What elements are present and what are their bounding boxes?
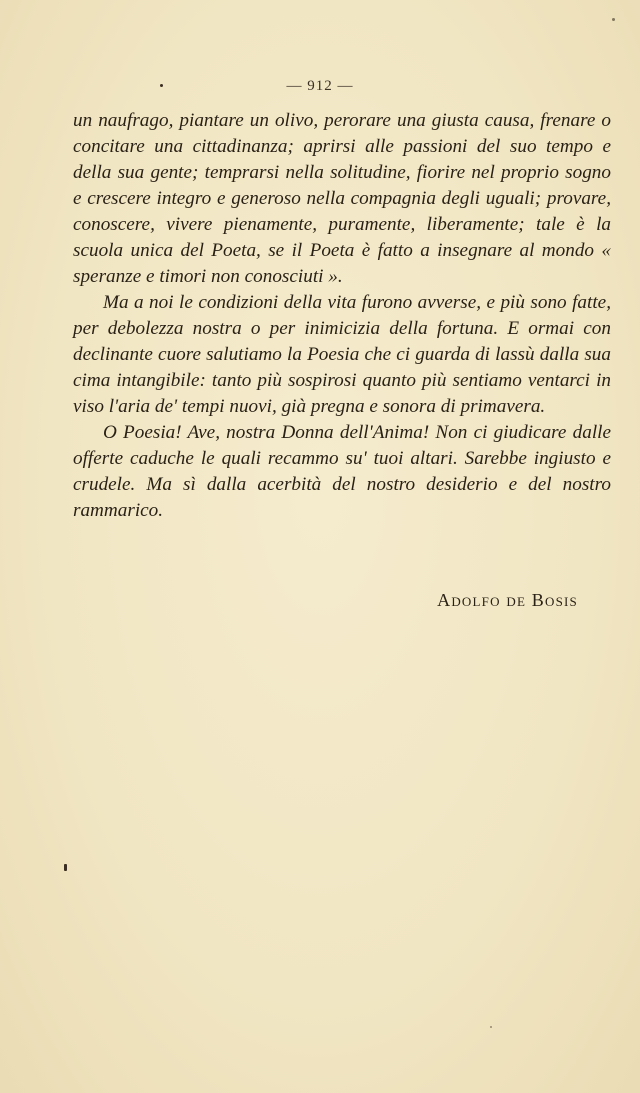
paragraph: un naufrago, piantare un olivo, perorare una giusta causa, frenare o concitare una cittadinanza; aprirsi alle passioni del suo tempo e della sua gente; temprarsi nella solitudine, fiorire nel proprio sogno e crescere integro e generoso nella compagnia degli uguali; provare, conoscere, vivere pienamente, puramente, liberamente; tale è la scuola unica del Poeta, se il Poeta è fatto a insegnare al mondo « speranze e timori non conosciuti ».: [73, 110, 611, 287]
page-number: — 912 —: [286, 78, 354, 94]
ink-speck: [490, 1026, 492, 1028]
ink-speck: [64, 864, 67, 871]
author-signature: Adolfo de Bosis: [437, 590, 578, 610]
paragraph: O Poesia! Ave, nostra Donna dell'Anima! Non ci giudicare dalle offerte caduche le quali recammo su' tuoi altari. Sarebbe ingiusto e crudele. Ma sì dalla acerbità del nostro desiderio e del nostro rammarico.: [73, 422, 611, 521]
paragraph: Ma a noi le condizioni della vita furono avverse, e più sono fatte, per debolezza nostra o per inimicizia della fortuna. E ormai con declinante cuore salutiamo la Poesia che ci guarda di lassù dalla sua cima intangibile: tanto più sospirosi quanto più sentiamo ventarci in viso l'aria de' tempi nuovi, già pregna e sonora di primavera.: [73, 292, 611, 417]
body-text: [73, 108, 611, 524]
ink-speck: [612, 18, 615, 21]
